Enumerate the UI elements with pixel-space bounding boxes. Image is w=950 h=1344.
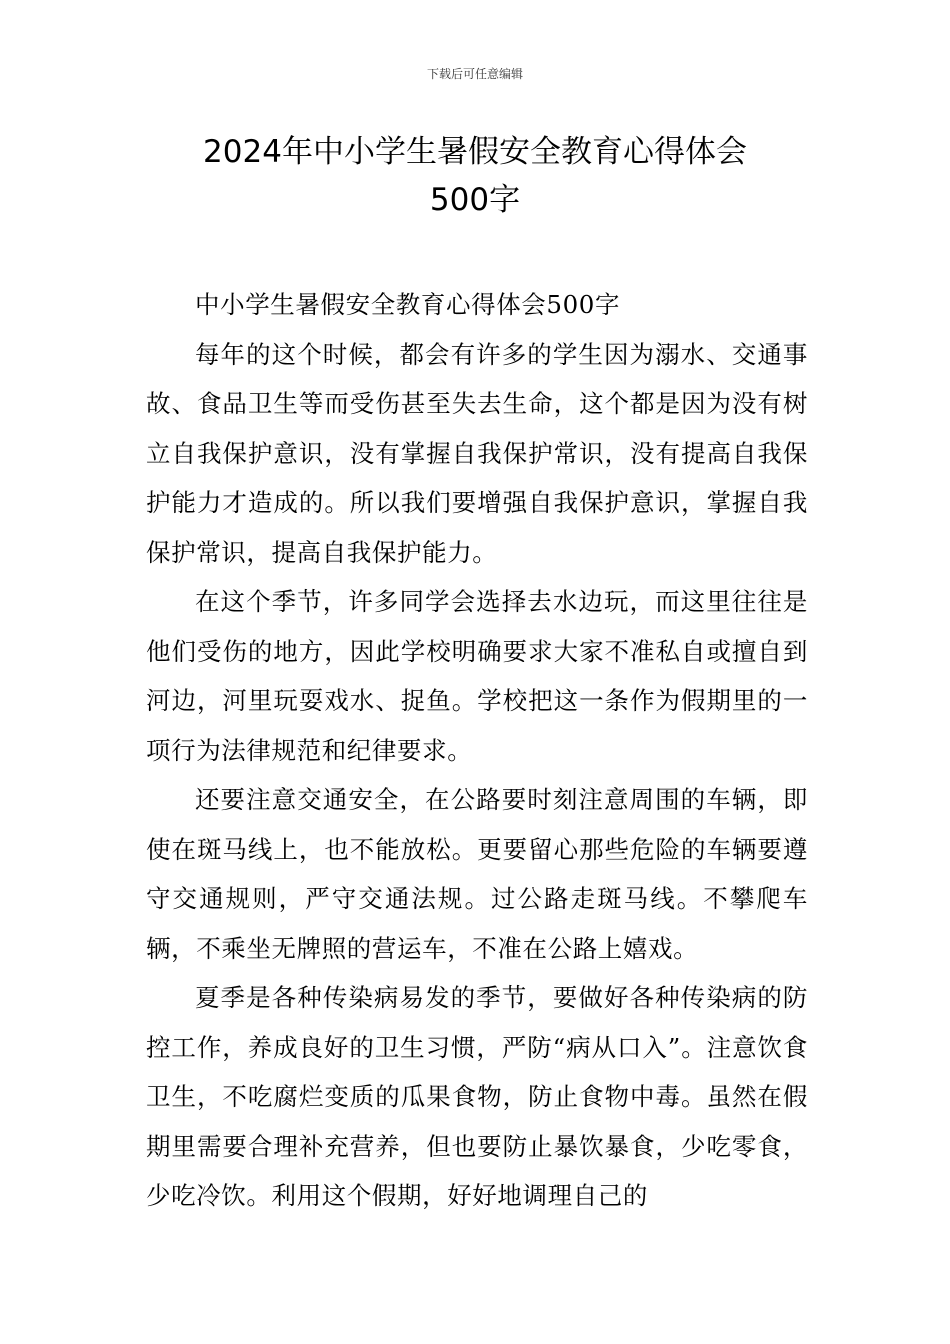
paragraph: 在这个季节，许多同学会选择去水边玩，而这里往往是他们受伤的地方，因此学校明确要求大家不准私自或擅自到河边，河里玩耍戏水、捉鱼。学校把这一条作为假期里的一项行为法律规范和纪律要求。: [146, 587, 808, 765]
title-line-1: 2024年中小学生暑假安全教育心得体会: [203, 134, 747, 170]
document-body: [146, 280, 808, 1221]
paragraph: 夏季是各种传染病易发的季节，要做好各种传染病的防控工作，养成良好的卫生习惯，严防“病从口入”。注意饮食卫生，不吃腐烂变质的瓜果食物，防止食物中毒。虽然在假期里需要合理补充营养，但也要防止暴饮暴食，少吃零食，少吃冷饮。利用这个假期，好好地调理自己的: [146, 983, 808, 1210]
paragraph: 还要注意交通安全，在公路要时刻注意周围的车辆，即使在斑马线上，也不能放松。更要留心那些危险的车辆要遵守交通规则，严守交通法规。过公路走斑马线。不攀爬车辆，不乘坐无牌照的营运车，不准在公路上嬉戏。: [146, 785, 808, 963]
paragraph-subtitle: 中小学生暑假安全教育心得体会500字: [195, 290, 621, 319]
title-line-2: 500字: [429, 182, 521, 218]
paragraph: 每年的这个时候，都会有许多的学生因为溺水、交通事故、食品卫生等而受伤甚至失去生命，这个都是因为没有树立自我保护意识，没有掌握自我保护常识，没有提高自我保护能力才造成的。所以我们要增强自我保护意识，掌握自我保护常识，提高自我保护能力。: [146, 339, 808, 567]
header-note: 下载后可任意编辑: [426, 67, 523, 81]
document-title: [100, 128, 850, 224]
